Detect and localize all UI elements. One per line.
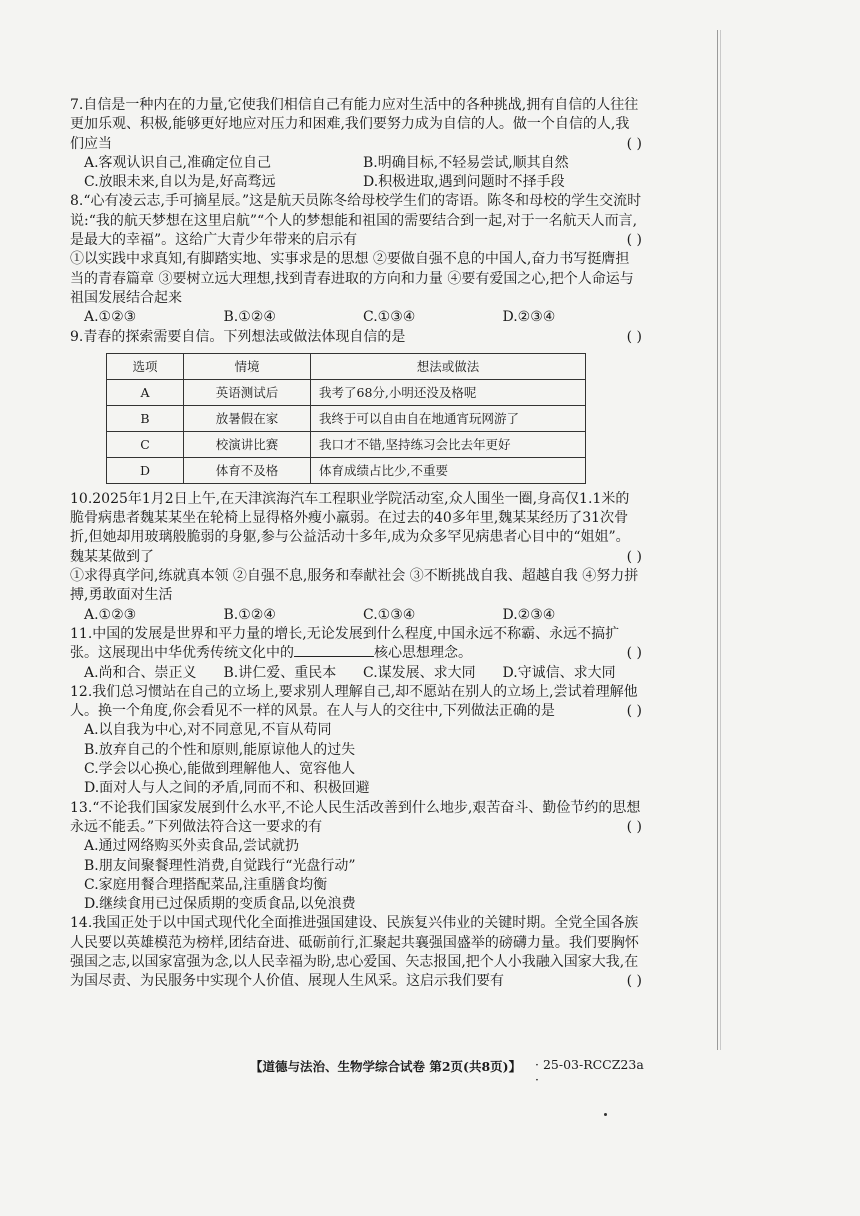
cell-thought: 我口才不错,坚持练习会比去年更好 (311, 431, 586, 457)
statement-items: ①求得真学问,练就真本领 ②自强不息,服务和奉献社会 ③不断挑战自我、超越自我 ④努力拼搏,勇敢面对生活 (70, 568, 639, 604)
question-11 (70, 625, 642, 683)
options-row (70, 173, 642, 192)
cell-option: A (107, 379, 184, 405)
option-a: A.客观认识自己,准确定位自己 (84, 154, 272, 171)
question-stem-end: 核心思想理念。 (374, 645, 472, 662)
question-stem: 9.青春的探索需要自信。下列想法或做法体现自信的是 (70, 328, 406, 345)
option-d: D.继续食用已过保质期的变质食品,以免浪费 (84, 896, 356, 913)
option-d: D.②③④ (502, 309, 556, 326)
cell-situation: 英语测试后 (184, 379, 311, 405)
options-row (70, 308, 642, 327)
cell-thought: 我考了68分,小明还没及格呢 (311, 379, 586, 405)
header-option: 选项 (107, 353, 184, 379)
option-b: B.①②④ (223, 309, 276, 326)
option-c: C.①③④ (363, 606, 416, 623)
option-c: C.谋发展、求大同 (363, 664, 476, 681)
option-d: D.②③④ (502, 606, 556, 623)
table-header-row (107, 353, 586, 379)
options-row (70, 154, 642, 173)
option-d: D.积极进取,遇到问题时不择手段 (363, 174, 565, 191)
fill-blank (294, 644, 374, 657)
binding-margin-line (717, 30, 718, 1050)
question-12 (70, 683, 642, 799)
question-stem: 8.“心有凌云志,手可摘星辰。”这是航天员陈冬给母校学生们的寄语。陈冬和母校的学生交流时说:“我的航天梦想在这里启航”“个人的梦想能和祖国的需要结合到一起,对于一名航天人而言,是最大的幸福”。这给广大青少年带来的启示有 (70, 193, 642, 249)
answer-paren: ( ) (626, 548, 642, 565)
question-stem: 13.“不论我们国家发展到什么水平,不论人民生活改善到什么地步,艰苦奋斗、勤俭节约的思想永远不能丢。”下列做法符合这一要求的有 (70, 799, 641, 835)
question-stem: 14.我国正处于以中国式现代化全面推进强国建设、民族复兴伟业的关键时期。全党全国各族人民要以英雄模范为榜样,团结奋进、砥砺前行,汇聚起共襄强国盛举的磅礴力量。我们要胸怀强国之志,以国家富强为念,以人民幸福为盼,忠心爱国、矢志报国,把个人小我融入国家大我,在为国尽责、为民服务中实现个人价值、展现人生风采。这启示我们要有 (70, 915, 639, 990)
table-row (107, 457, 586, 483)
option-a: A.通过网络购买外卖食品,尝试就扔 (84, 838, 300, 855)
questions-area (70, 96, 642, 992)
answer-paren: ( ) (626, 135, 642, 152)
option-d: D.守诚信、求大同 (502, 664, 616, 681)
option-b: B.讲仁爱、重民本 (223, 664, 337, 681)
question-9 (70, 328, 642, 484)
option-c: C.家庭用餐合理搭配菜品,注重膳食均衡 (84, 876, 328, 893)
cell-situation: 校演讲比赛 (184, 431, 311, 457)
answer-paren: ( ) (626, 232, 642, 249)
question-stem: 12.我们总习惯站在自己的立场上,要求别人理解自己,却不愿站在别人的立场上,尝试着理解他人。换一个角度,你会看见不一样的风景。在人与人的交往中,下列做法正确的是 (70, 683, 638, 720)
question-7 (70, 96, 642, 192)
option-a: A.①②③ (84, 606, 137, 623)
option-b: B.明确目标,不轻易尝试,顺其自然 (363, 154, 569, 171)
option-b: B.朋友间聚餐理性消费,自觉践行“光盘行动” (84, 857, 356, 874)
cell-option: D (107, 457, 184, 483)
table-row (107, 379, 586, 405)
answer-paren: ( ) (626, 645, 642, 662)
answer-paren: ( ) (626, 328, 642, 345)
binding-margin-line-secondary (720, 30, 721, 1050)
question-8 (70, 192, 642, 327)
answer-paren: ( ) (626, 703, 642, 720)
page-footer (250, 1057, 650, 1087)
option-c: C.放眼未来,自以为是,好高骛远 (84, 174, 276, 191)
option-a: A.①②③ (84, 309, 137, 326)
cell-thought: 体育成绩占比少,不重要 (311, 457, 586, 483)
situation-table (106, 353, 586, 484)
cell-option: B (107, 405, 184, 431)
question-14 (70, 914, 642, 991)
cell-situation: 体育不及格 (184, 457, 311, 483)
option-a: A.以自我为中心,对不同意见,不盲从苟同 (84, 722, 332, 739)
answer-paren: ( ) (626, 818, 642, 835)
table-row (107, 405, 586, 431)
option-c: C.学会以心换心,能做到理解他人、宽容他人 (84, 761, 356, 778)
question-10 (70, 490, 642, 625)
cell-situation: 放暑假在家 (184, 405, 311, 431)
option-b: B.①②④ (223, 606, 276, 623)
options-row (70, 664, 642, 683)
options-row (70, 606, 642, 625)
footer-title: 【道德与法治、生物学综合试卷 第2页(共8页)】 (250, 1059, 522, 1074)
option-c: C.①③④ (363, 309, 416, 326)
option-d: D.面对人与人之间的矛盾,同而不和、积极回避 (84, 780, 370, 797)
option-a: A.尚和合、崇正义 (84, 664, 197, 681)
question-13 (70, 799, 642, 915)
footer-code: · 25-03-RCCZ23a · (535, 1057, 644, 1087)
statement-items: ①以实践中求真知,有脚踏实地、实事求是的思想 ②要做自强不息的中国人,奋力书写挺膺担当的青春篇章 ③要树立远大理想,找到青春进取的方向和力量 ④要有爱国之心,把个人命运与祖国发展结合起来 (70, 251, 634, 306)
question-stem: 10.2025年1月2日上午,在天津滨海汽车工程职业学院活动室,众人围坐一圈,身高仅1.1米的脆骨病患者魏某某坐在轮椅上显得格外瘦小羸弱。在过去的40多年里,魏某某经历了31次骨折,但她却用玻璃般脆弱的身躯,参与公益活动十多年,成为众多罕见病患者心目中的“姐姐”。魏某某做到了 (70, 490, 630, 565)
question-stem: 11.中国的发展是世界和平力量的增长,无论发展到什么程度,中国永远不称霸、永远不搞扩张。这展现出中华优秀传统文化中的 (70, 625, 620, 662)
cell-thought: 我终于可以自由自在地通宵玩网游了 (311, 405, 586, 431)
question-stem: 7.自信是一种内在的力量,它使我们相信自己有能力应对生活中的各种挑战,拥有自信的人往往更加乐观、积极,能够更好地应对压力和困难,我们要努力成为自信的人。做一个自信的人,我们应当 (70, 97, 639, 152)
scan-speck (604, 1113, 607, 1116)
table-row (107, 431, 586, 457)
option-b: B.放弃自己的个性和原则,能原谅他人的过失 (84, 741, 356, 758)
header-situation: 情境 (184, 353, 311, 379)
answer-paren: ( ) (626, 973, 642, 990)
header-thought: 想法或做法 (311, 353, 586, 379)
cell-option: C (107, 431, 184, 457)
